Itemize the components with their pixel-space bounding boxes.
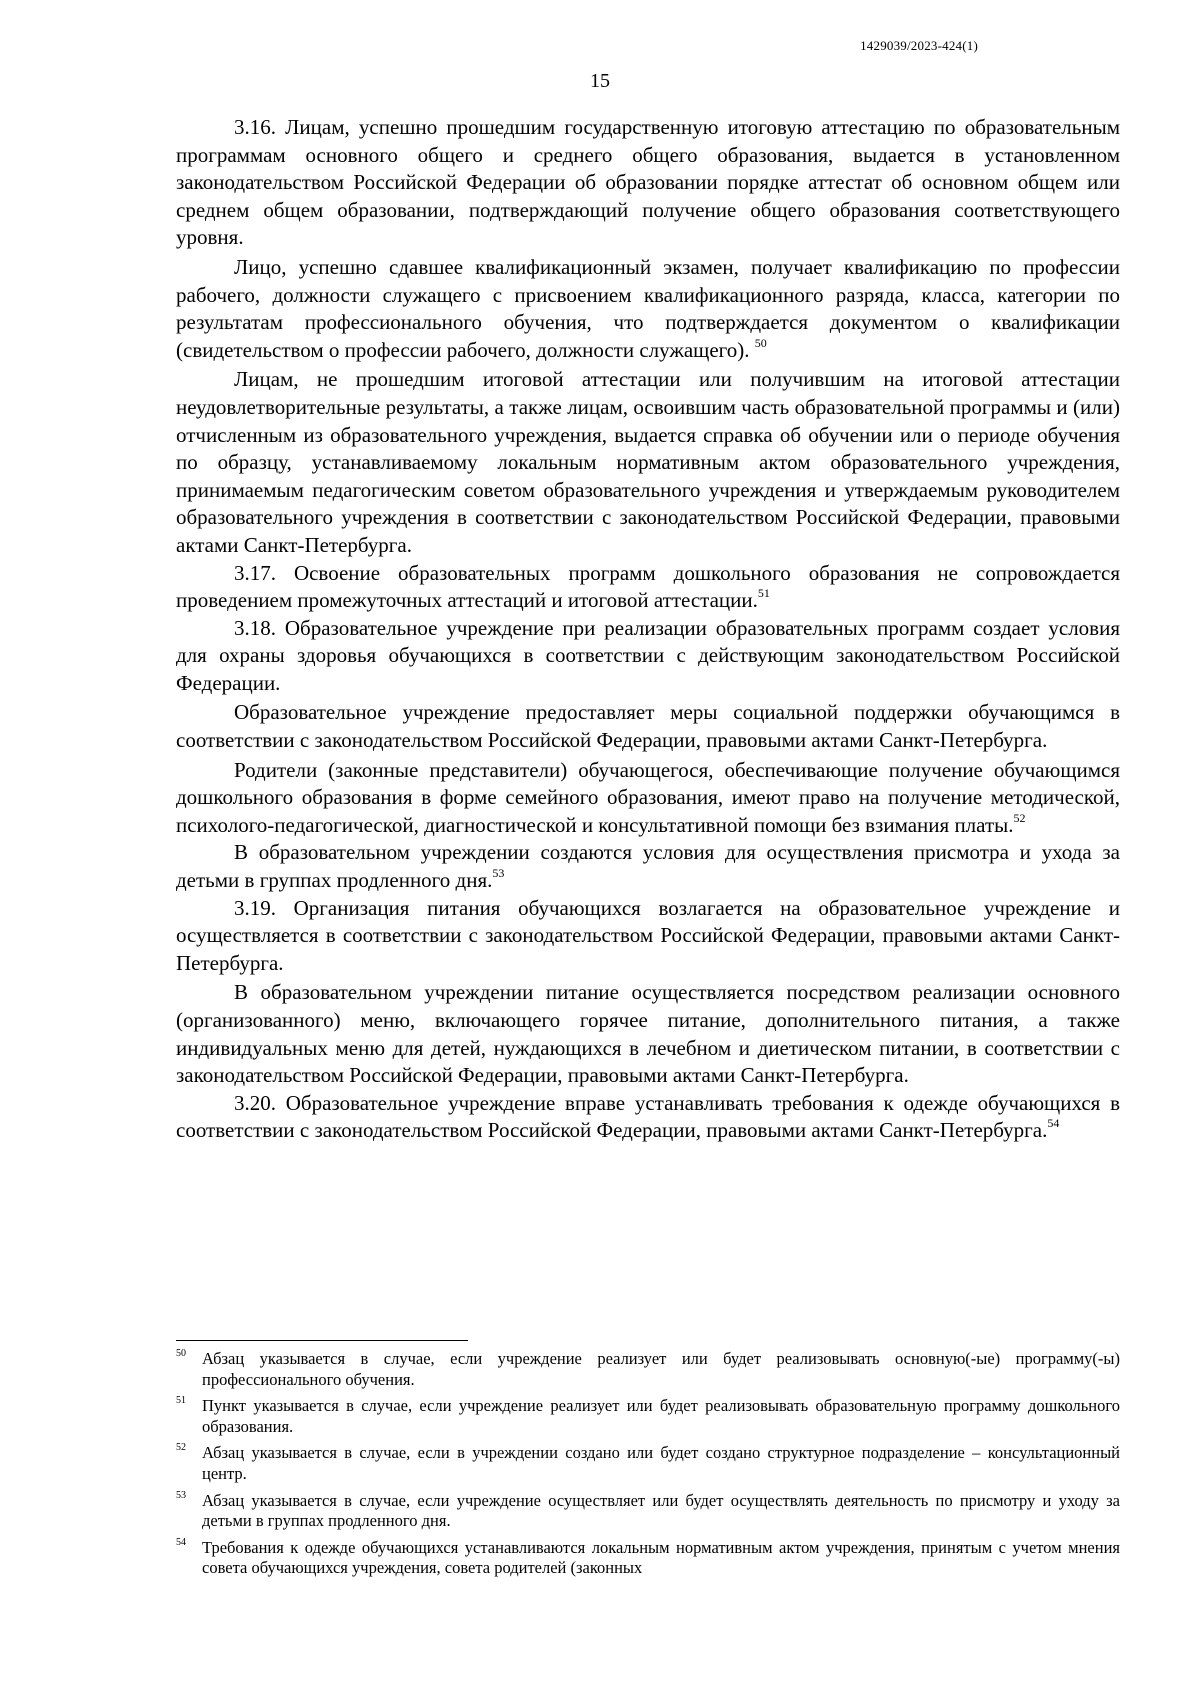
- footnote-text: Абзац указывается в случае, если в учреждении создано или будет создано структурное подразделение – консультационный центр.: [202, 1443, 1120, 1483]
- body-text: [176, 114, 1120, 1145]
- footnote-53: [176, 1491, 1120, 1532]
- paragraph-text: Родители (законные представители) обучающегося, обеспечивающие получение обучающимся дошкольного образования в форме семейного образования, имеют право на получение методической, психолого-педагогической, диагностической и консультативной помощи без взимания платы.: [176, 757, 1120, 837]
- footnote-ref-50[interactable]: 50: [754, 335, 767, 350]
- footnote-mark: 53: [176, 1489, 186, 1501]
- footnote-text: Абзац указывается в случае, если учреждение реализует или будет реализовывать основную(-ые) программу(-ы) профессионального обучения.: [202, 1349, 1120, 1389]
- footnote-mark: 50: [176, 1348, 186, 1359]
- footnote-ref-53[interactable]: 53: [492, 866, 505, 881]
- paragraph-text: 3.16. Лицам, успешно прошедшим государственную итоговую аттестацию по образовательным программам основного общего и среднего общего образования, выдается в установленном законодательством Российской Федерации об образовании порядке аттестат об основном общем или среднем общем образовании, подтверждающий получение общего образования соответствующего уровня.: [176, 115, 1120, 250]
- paragraph-text: 3.17. Освоение образовательных программ дошкольного образования не сопровождается проведением промежуточных аттестаций и итоговой аттестации.: [176, 560, 1120, 613]
- footnote-mark: 52: [176, 1442, 186, 1454]
- paragraph-text: Лицам, не прошедшим итоговой аттестации или получившим на итоговой аттестации неудовлетворительные результаты, а также лицам, освоившим часть образовательной программы и (или) отчисленным из образовательного учреждения, выдается справка об обучении или о периоде обучения по образцу, устанавливаемому локальным нормативным актом образовательного учреждения, принимаемым педагогическим советом образовательного учреждения и утверждаемым руководителем образовательного учреждения в соответствии с законодательством Российской Федерации, правовыми актами Санкт-Петербурга.: [176, 367, 1120, 557]
- paragraph-parents: [176, 757, 1120, 840]
- paragraph-text: Образовательное учреждение предоставляет меры социальной поддержки обучающимся в соответствии с законодательством Российской Федерации, правовыми актами Санкт-Петербурга.: [176, 700, 1120, 753]
- paragraph-3-16: [176, 114, 1120, 252]
- footnote-51: [176, 1396, 1120, 1437]
- paragraph-3-18: [176, 615, 1120, 698]
- page-number: 15: [590, 70, 610, 92]
- footnotes: [176, 1349, 1120, 1585]
- footnote-separator: [176, 1340, 468, 1341]
- footnote-text: Требования к одежде обучающихся устанавливаются локальным нормативным актом учреждения, принятым с учетом мнения совета обучающихся учреждения, совета родителей (законных: [202, 1537, 1120, 1578]
- footnote-54: [176, 1538, 1120, 1579]
- footnote-text: Пункт указывается в случае, если учреждение реализует или будет реализовывать образовательную программу дошкольного образования.: [202, 1396, 1120, 1436]
- footnote-ref-52[interactable]: 52: [1013, 810, 1026, 825]
- paragraph-qualification: [176, 254, 1120, 364]
- paragraph-text: В образовательном учреждении питание осуществляется посредством реализации основного (организованного) меню, включающего горячее питание, дополнительного питания, а также индивидуальных меню для детей, нуждающихся в лечебном и диетическом питании, в соответствии с законодательством Российской Федерации, правовыми актами Санкт-Петербурга.: [176, 980, 1120, 1088]
- footnote-52: [176, 1443, 1120, 1484]
- paragraph-social-support: [176, 699, 1120, 754]
- footnote-mark: 54: [176, 1536, 186, 1548]
- footnote-ref-51[interactable]: 51: [757, 586, 770, 601]
- footnote-ref-54[interactable]: 54: [1047, 1116, 1060, 1131]
- paragraph-extended-day: [176, 839, 1120, 894]
- paragraph-text: 3.18. Образовательное учреждение при реализации образовательных программ создает условия для охраны здоровья обучающихся в соответствии с действующим законодательством Российской Федерации.: [176, 615, 1120, 695]
- paragraph-3-17: [176, 560, 1120, 615]
- paragraph-text: 3.19. Организация питания обучающихся возлагается на образовательное учреждение и осуществляется в соответствии с законодательством Российской Федерации, правовыми актами Санкт-Петербурга.: [176, 895, 1120, 975]
- paragraph-text: Лицо, успешно сдавшее квалификационный экзамен, получает квалификацию по профессии рабочего, должности служащего с присвоением квалификационного разряда, класса, категории по результатам профессионального обучения, что подтверждается документом о квалификации (свидетельством о профессии рабочего, должности служащего).: [176, 254, 1120, 362]
- document-id: 1429039/2023-424(1): [860, 38, 978, 53]
- paragraph-certificate: [176, 366, 1120, 559]
- footnote-50: [176, 1349, 1120, 1390]
- footnote-mark: 51: [176, 1395, 186, 1407]
- paragraph-3-20: [176, 1090, 1120, 1145]
- paragraph-text: 3.20. Образовательное учреждение вправе устанавливать требования к одежде обучающихся в соответствии с законодательством Российской Федерации, правовыми актами Санкт-Петербурга.: [176, 1090, 1120, 1143]
- paragraph-3-19: [176, 895, 1120, 978]
- paragraph-text: В образовательном учреждении создаются условия для осуществления присмотра и ухода за детьми в группах продленного дня.: [176, 840, 1120, 893]
- footnote-text: Абзац указывается в случае, если учреждение осуществляет или будет осуществлять деятельность по присмотру и уходу за детьми в группах продленного дня.: [202, 1490, 1120, 1531]
- paragraph-nutrition: [176, 979, 1120, 1089]
